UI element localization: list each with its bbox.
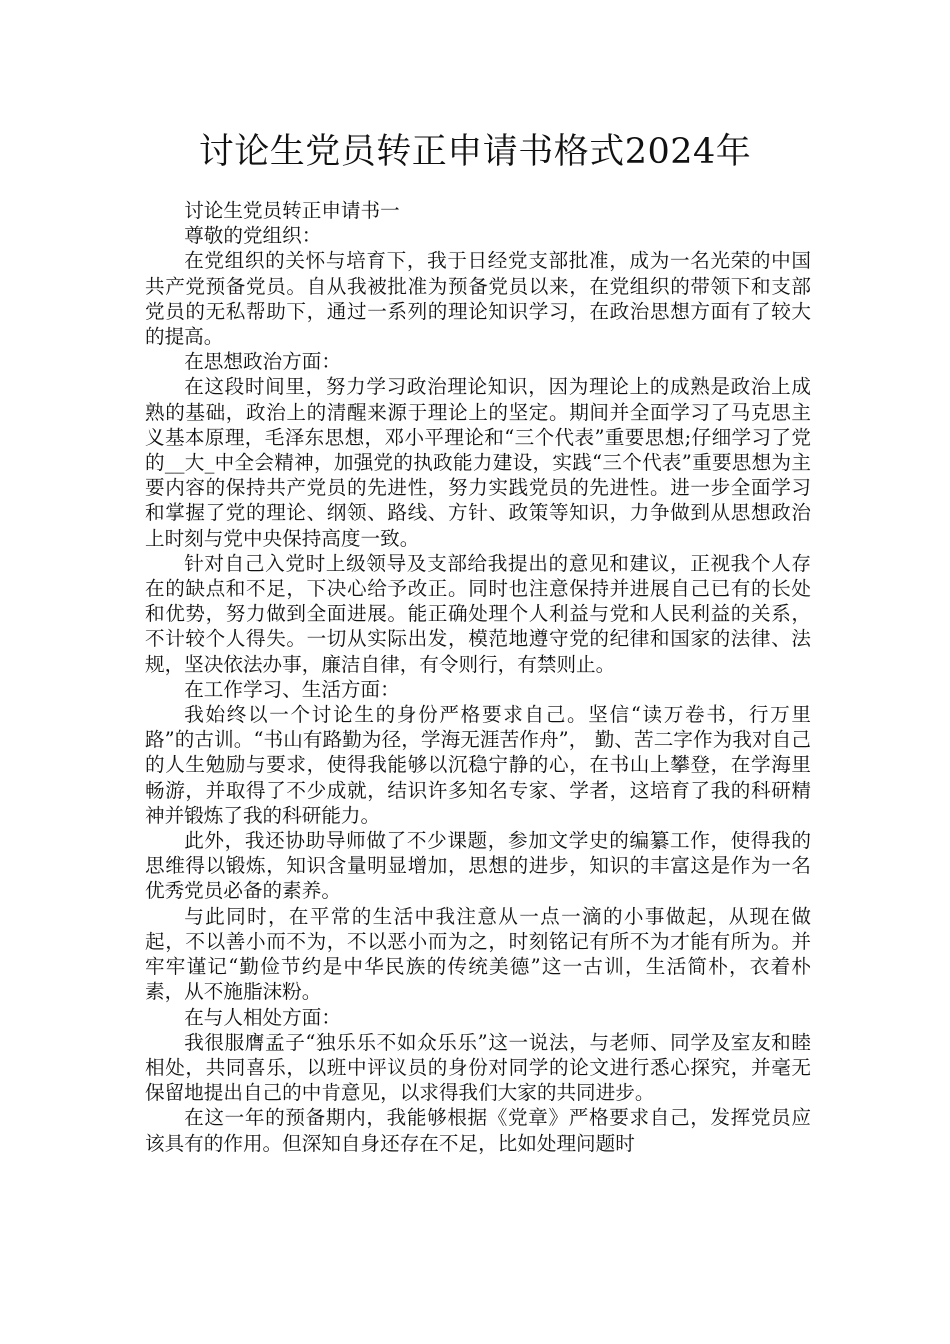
paragraph: 在思想政治方面： [184, 350, 341, 374]
paragraph: 尊敬的党组织： [184, 224, 322, 248]
paragraph: 在这段时间里，努力学习政治理论知识，因为理论上的成熟是政治上成熟的基础，政治上的清醒来源于理论上的坚定。期间并全面学习了马克思主义基本原理，毛泽东思想，邓小平理论和“三个代表”重要思想;仔细学习了党的__大_中全会精神，加强党的执政能力建设，实践“三个代表”重要思想为主要内容的保持共产党员的先进性，努力实践党员的先进性。进一步全面学习和掌握了党的理论、纲领、路线、方针、政策等知识，力争做到从思想政治上时刻与党中央保持高度一致。 [145, 375, 811, 550]
paragraph: 讨论生党员转正申请书一 [184, 199, 400, 222]
document-body [145, 198, 811, 1156]
paragraph: 在这一年的预备期内，我能够根据《党章》严格要求自己，发挥党员应该具有的作用。但深知自身还存在不足，比如处理问题时 [145, 1106, 811, 1155]
paragraph: 我很服膺孟子“独乐乐不如众乐乐”这一说法，与老师、同学及室友和睦相处，共同喜乐，以班中评议员的身份对同学的论文进行悉心探究，并毫无保留地提出自己的中肯意见，以求得我们大家的共同进步。 [145, 1030, 811, 1105]
paragraph: 在与人相处方面： [184, 1005, 341, 1029]
paragraph: 此外，我还协助导师做了不少课题，参加文学史的编纂工作，使得我的思维得以锻炼，知识含量明显增加，思想的进步，知识的丰富这是作为一名优秀党员必备的素养。 [145, 829, 811, 903]
paragraph: 针对自己入党时上级领导及支部给我提出的意见和建议，正视我个人存在的缺点和不足，下决心给予改正。同时也注意保持并进展自己已有的长处和优势，努力做到全面进展。能正确处理个人利益与党和人民利益的关系，不计较个人得失。一切从实际出发，模范地遵守党的纪律和国家的法律、法规，坚决依法办事，廉洁自律，有令则行，有禁则止。 [145, 551, 811, 676]
paragraph: 与此同时，在平常的生活中我注意从一点一滴的小事做起，从现在做起，不以善小而不为，不以恶小而为之，时刻铭记有所不为才能有所为。并牢牢谨记“勤俭节约是中华民族的传统美德”这一古训，生活简朴，衣着朴素，从不施脂沫粉。 [145, 904, 811, 1004]
paragraph: 我始终以一个讨论生的身份严格要求自己。坚信“读万卷书，行万里路”的古训。“书山有路勤为径，学海无涯苦作舟”， 勤、苦二字作为我对自己的人生勉励与要求，使得我能够以沉稳宁静的心，在书山上攀登，在学海里畅游，并取得了不少成就，结识许多知名专家、学者，这培育了我的科研精神并锻炼了我的科研能力。 [145, 703, 811, 827]
document-title: 讨论生党员转正申请书格式2024年 [198, 132, 752, 172]
paragraph: 在工作学习、生活方面： [184, 677, 400, 701]
paragraph: 在党组织的关怀与培育下，我于日经党支部批准，成为一名光荣的中国共产党预备党员。自从我被批准为预备党员以来，在党组织的带领下和支部党员的无私帮助下，通过一系列的理论知识学习，在政治思想方面有了较大的提高。 [145, 249, 811, 349]
